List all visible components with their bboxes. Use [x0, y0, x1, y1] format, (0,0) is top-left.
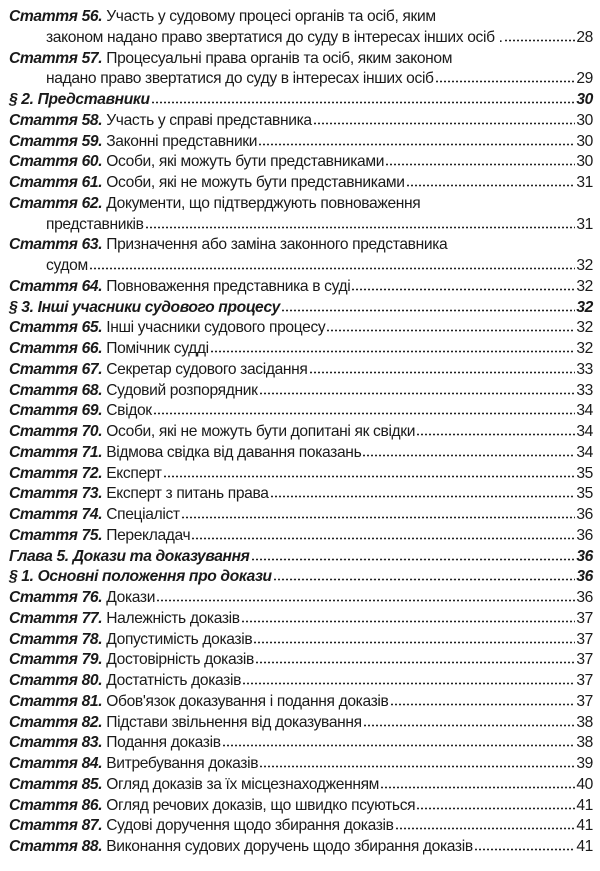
article-label: Стаття 83.	[9, 734, 103, 752]
toc-line	[9, 277, 593, 298]
entry-title: Достовірність доказів	[106, 651, 254, 669]
toc-line	[9, 401, 593, 422]
article-label: Стаття 76.	[9, 589, 103, 606]
page-number: 36	[576, 547, 593, 565]
entry-title: Експерт	[106, 464, 162, 482]
toc-entry[interactable]	[9, 775, 593, 796]
toc-line	[9, 422, 593, 443]
toc-line-continued	[9, 28, 593, 49]
page-number: 36	[576, 526, 593, 544]
toc-entry[interactable]	[9, 650, 593, 671]
entry-title: Судовий розпорядник	[106, 381, 258, 399]
page-number: 34	[576, 402, 593, 420]
page-number: 35	[576, 485, 593, 503]
dot-leader	[270, 495, 576, 498]
toc-section-heading[interactable]	[9, 567, 593, 588]
article-label: Стаття 56.	[9, 8, 103, 25]
article-label: Стаття 87.	[9, 817, 103, 835]
article-label: Стаття 81.	[9, 692, 103, 710]
dot-leader	[385, 163, 575, 166]
dot-leader	[273, 578, 576, 581]
dot-leader	[416, 807, 575, 810]
toc-line	[9, 526, 593, 547]
dot-leader	[380, 786, 575, 789]
article-label: Стаття 71.	[9, 443, 103, 461]
toc-line	[9, 547, 593, 568]
dot-leader	[313, 122, 576, 125]
toc-line	[9, 567, 593, 588]
entry-title: Спеціаліст	[106, 506, 180, 523]
page-number: 40	[576, 775, 593, 793]
article-label: Стаття 68.	[9, 381, 103, 399]
toc-line	[9, 111, 593, 132]
toc-entry[interactable]	[9, 588, 593, 609]
toc-line	[9, 464, 593, 485]
page-number: 36	[576, 568, 593, 586]
toc-line	[9, 318, 593, 339]
article-label: Стаття 78.	[9, 630, 103, 648]
dot-leader	[163, 475, 576, 478]
toc-entry[interactable]	[9, 173, 593, 194]
entry-title: Процесуальні права органів та осіб, яким законом	[106, 49, 453, 67]
page-number: 41	[576, 796, 593, 814]
article-label: Стаття 58.	[9, 111, 103, 129]
toc-line	[9, 650, 593, 671]
entry-title: Перекладач	[106, 526, 191, 544]
article-label: Стаття 64.	[9, 277, 103, 295]
toc-entry[interactable]	[9, 630, 593, 651]
dot-leader	[351, 288, 575, 291]
toc-line	[9, 235, 593, 256]
dot-leader	[281, 309, 575, 312]
toc-line	[9, 796, 593, 817]
page-number: 32	[576, 257, 593, 274]
entry-title: Експерт з питань права	[106, 485, 269, 503]
article-label: Стаття 88.	[9, 838, 103, 855]
toc-entry[interactable]	[9, 713, 593, 734]
entry-title: Підстави звільнення від доказування	[106, 713, 362, 731]
toc-line	[9, 194, 593, 215]
entry-title: Глава 5. Докази та доказування	[9, 547, 250, 565]
article-label: Стаття 66.	[9, 340, 103, 357]
page-number: 32	[576, 277, 593, 295]
toc-entry[interactable]	[9, 733, 593, 754]
dot-leader	[241, 620, 576, 623]
dot-leader	[253, 641, 575, 644]
dot-leader	[89, 267, 576, 270]
page-number: 30	[576, 132, 593, 150]
entry-title: Помічник судді	[106, 340, 209, 357]
toc-entry[interactable]	[9, 671, 593, 692]
entry-title: § 3. Інші учасники судового процесу	[9, 298, 280, 316]
dot-leader	[255, 661, 575, 664]
toc-entry[interactable]	[9, 194, 593, 236]
toc-entry[interactable]	[9, 443, 593, 464]
toc-entry[interactable]	[9, 318, 593, 339]
entry-title: Судові доручення щодо збирання доказів	[106, 817, 394, 835]
dot-leader	[145, 226, 576, 229]
entry-title: Докази	[106, 589, 156, 606]
article-label: Стаття 85.	[9, 775, 103, 793]
article-label: Стаття 60.	[9, 153, 103, 171]
toc-line	[9, 360, 593, 381]
page-number: 41	[576, 817, 593, 835]
page-number: 28	[576, 28, 593, 46]
toc-line	[9, 381, 593, 402]
page-number: 41	[576, 838, 593, 855]
toc-entry[interactable]	[9, 796, 593, 817]
dot-leader	[416, 433, 575, 436]
toc-section-heading[interactable]	[9, 298, 593, 319]
dot-leader	[390, 703, 576, 706]
toc-line	[9, 754, 593, 775]
dot-leader	[363, 724, 576, 727]
dot-leader	[258, 143, 575, 146]
toc-entry[interactable]	[9, 464, 593, 485]
toc-entry[interactable]	[9, 609, 593, 630]
entry-title: Свідок	[106, 402, 152, 420]
article-label: Стаття 75.	[9, 526, 103, 544]
toc-line	[9, 505, 593, 526]
entry-title: Участь у судовому процесі органів та осіб, яким	[106, 8, 436, 25]
page-number: 36	[576, 506, 593, 523]
toc-entry[interactable]	[9, 422, 593, 443]
article-label: Стаття 61.	[9, 174, 103, 191]
page-number: 39	[576, 755, 593, 772]
entry-title: Секретар судового засідання	[106, 360, 308, 378]
toc-line	[9, 339, 593, 360]
toc-entry[interactable]	[9, 49, 593, 91]
dot-leader	[153, 412, 576, 415]
page-number: 37	[576, 692, 593, 710]
dot-leader	[309, 371, 576, 374]
entry-title: Призначення або заміна законного представника	[106, 236, 448, 254]
dot-leader	[326, 329, 575, 332]
toc-line	[9, 775, 593, 796]
toc-line	[9, 152, 593, 173]
entry-title: Виконання судових доручень щодо збирання доказів	[106, 838, 473, 855]
page-number: 32	[576, 319, 593, 337]
toc-entry[interactable]	[9, 754, 593, 775]
toc-line	[9, 49, 593, 70]
article-label: Стаття 86.	[9, 796, 103, 814]
article-label: Стаття 82.	[9, 713, 103, 731]
toc-line	[9, 173, 593, 194]
toc-line	[9, 7, 593, 28]
toc-line	[9, 132, 593, 153]
toc-line	[9, 484, 593, 505]
page-number: 35	[576, 464, 593, 482]
toc-line	[9, 609, 593, 630]
entry-title: § 1. Основні положення про докази	[9, 568, 272, 586]
toc-entry[interactable]	[9, 401, 593, 422]
dot-leader	[156, 599, 575, 602]
entry-title: Повноваження представника в суді	[106, 277, 351, 295]
toc-entry[interactable]	[9, 132, 593, 153]
toc-line-continued	[9, 215, 593, 236]
toc-section-heading[interactable]	[9, 547, 593, 568]
page-number: 31	[576, 215, 593, 233]
entry-title: Подання доказів	[106, 734, 221, 752]
page-number: 30	[576, 91, 593, 108]
entry-title-continued: надано право звертатися до суду в інтересах інших осіб	[46, 70, 434, 88]
toc-entry[interactable]	[9, 816, 593, 837]
dot-leader	[242, 682, 575, 685]
article-label: Стаття 77.	[9, 609, 103, 627]
dot-leader	[362, 454, 575, 457]
page-number: 37	[576, 651, 593, 669]
entry-title: Особи, які можуть бути представниками	[106, 153, 385, 171]
toc-line	[9, 692, 593, 713]
dot-leader	[259, 765, 575, 768]
toc-entry[interactable]	[9, 111, 593, 132]
entry-title: Особи, які не можуть бути представниками	[106, 174, 405, 191]
page-number: 34	[576, 423, 593, 440]
dot-leader	[151, 101, 576, 104]
dot-leader	[435, 80, 576, 83]
page-number: 29	[576, 70, 593, 88]
toc-line	[9, 90, 593, 111]
article-label: Стаття 63.	[9, 236, 103, 254]
page-number: 36	[576, 589, 593, 606]
toc-entry[interactable]	[9, 505, 593, 526]
page-number: 34	[576, 443, 593, 461]
dot-leader	[251, 558, 576, 561]
toc-line	[9, 816, 593, 837]
article-label: Стаття 59.	[9, 132, 103, 150]
entry-title: Документи, що підтверджують повноваження	[106, 194, 421, 212]
toc-line	[9, 298, 593, 319]
page-number: 33	[576, 381, 593, 399]
entry-title: § 2. Представники	[9, 91, 150, 108]
page-number: 38	[576, 734, 593, 752]
article-label: Стаття 65.	[9, 319, 103, 337]
toc-line-continued	[9, 256, 593, 277]
dot-leader	[395, 827, 576, 830]
dot-leader	[222, 744, 576, 747]
article-label: Стаття 80.	[9, 672, 103, 689]
table-of-contents	[9, 7, 593, 858]
toc-entry[interactable]	[9, 235, 593, 277]
dot-leader	[406, 184, 576, 187]
entry-title: Участь у справі представника	[106, 111, 312, 129]
page-number: 32	[576, 298, 593, 316]
page-number: 38	[576, 713, 593, 731]
toc-entry[interactable]	[9, 360, 593, 381]
toc-entry[interactable]	[9, 339, 593, 360]
entry-title: Допустимість доказів	[106, 630, 253, 648]
article-label: Стаття 72.	[9, 464, 103, 482]
page-number: 33	[576, 360, 593, 378]
entry-title-continued: представників	[46, 215, 144, 233]
entry-title: Витребування доказів	[106, 755, 259, 772]
dot-leader	[181, 516, 576, 519]
entry-title: Інші учасники судового процесу	[106, 319, 326, 337]
page-number: 30	[576, 111, 593, 129]
toc-entry[interactable]	[9, 484, 593, 505]
entry-title-continued: судом	[46, 257, 88, 274]
toc-entry[interactable]	[9, 526, 593, 547]
toc-line	[9, 443, 593, 464]
entry-title: Належність доказів	[106, 609, 240, 627]
toc-line	[9, 630, 593, 651]
dot-leader	[504, 39, 576, 42]
article-label: Стаття 74.	[9, 506, 103, 523]
entry-title: Відмова свідка від давання показань	[106, 443, 362, 461]
entry-title: Огляд речових доказів, що швидко псуються	[106, 796, 416, 814]
entry-title: Законні представники	[106, 132, 258, 150]
article-label: Стаття 57.	[9, 49, 103, 67]
entry-title: Обов'язок доказування і подання доказів	[106, 692, 389, 710]
page-number: 37	[576, 630, 593, 648]
article-label: Стаття 69.	[9, 402, 103, 420]
article-label: Стаття 62.	[9, 194, 103, 212]
entry-title: Достатність доказів	[106, 672, 242, 689]
dot-leader	[191, 537, 575, 540]
page-number: 37	[576, 609, 593, 627]
toc-entry[interactable]	[9, 277, 593, 298]
toc-line	[9, 588, 593, 609]
entry-title: Особи, які не можуть бути допитані як свідки	[106, 423, 416, 440]
article-label: Стаття 70.	[9, 423, 103, 440]
article-label: Стаття 79.	[9, 651, 103, 669]
article-label: Стаття 73.	[9, 485, 103, 503]
dot-leader	[259, 392, 576, 395]
entry-title: Огляд доказів за їх місцезнаходженням	[106, 775, 380, 793]
dot-leader	[210, 350, 576, 353]
dot-leader	[474, 848, 576, 851]
toc-entry[interactable]	[9, 152, 593, 173]
toc-entry[interactable]	[9, 381, 593, 402]
toc-section-heading[interactable]	[9, 90, 593, 111]
toc-entry[interactable]	[9, 692, 593, 713]
toc-line	[9, 713, 593, 734]
article-label: Стаття 67.	[9, 360, 103, 378]
article-label: Стаття 84.	[9, 755, 103, 772]
toc-entry[interactable]	[9, 7, 593, 49]
entry-title-continued: законом надано право звертатися до суду в інтересах інших осіб .	[46, 28, 503, 46]
page-number: 32	[576, 340, 593, 357]
page-number: 30	[576, 153, 593, 171]
page-number: 31	[576, 174, 593, 191]
toc-line-continued	[9, 69, 593, 90]
toc-line	[9, 671, 593, 692]
toc-entry[interactable]	[9, 837, 593, 858]
toc-line	[9, 837, 593, 858]
toc-line	[9, 733, 593, 754]
page-number: 37	[576, 672, 593, 689]
